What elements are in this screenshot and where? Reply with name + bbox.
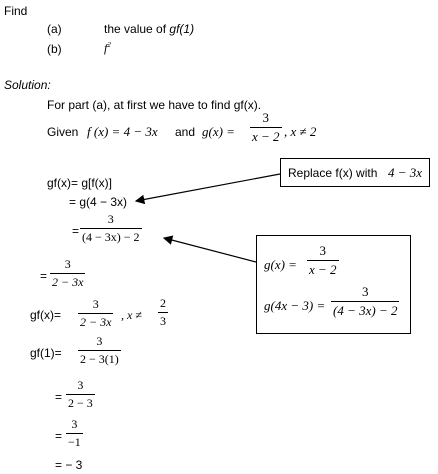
and-text: and	[175, 125, 196, 139]
part-b-sup: 2	[107, 41, 111, 49]
step-line4-den: 2 − 3x	[52, 275, 84, 289]
arrow-g	[164, 238, 256, 262]
step-line4-eq: =	[40, 269, 48, 283]
callout-g-row2-num: 3	[361, 284, 369, 299]
step-line4-num: 3	[64, 257, 71, 271]
step-line7-num: 3	[77, 378, 84, 392]
part-b-func: f	[104, 41, 108, 55]
step-line5-cond-num: 2	[160, 296, 166, 310]
step-line6-den: 2 − 3(1)	[80, 352, 119, 366]
step-line5-den: 2 − 3x	[80, 315, 112, 329]
given-label: Given	[47, 125, 79, 139]
callout-g-row2-lhs: g(4x − 3) =	[264, 298, 326, 313]
callout-replace-expr: 4 − 3x	[388, 165, 423, 180]
step-line5-cond: , x ≠	[121, 308, 142, 322]
given-g-num: 3	[262, 110, 270, 125]
step-line9: = − 3	[55, 458, 83, 472]
step-line8-eq: =	[55, 429, 63, 443]
callout-replace-text: Replace f(x) with	[288, 166, 378, 180]
step-line8-den: −1	[68, 435, 81, 449]
callout-g-row1-num: 3	[319, 243, 327, 258]
step-line3-den: (4 − 3x) − 2	[82, 230, 140, 244]
part-a-label: (a)	[47, 22, 62, 36]
step-line3-eq: =	[72, 224, 80, 238]
callout-g-row1-den: x − 2	[309, 262, 337, 277]
arrow-replace	[136, 174, 280, 201]
callout-g-row2-den: (4 − 3x) − 2	[333, 303, 398, 318]
part-b-label: (b)	[47, 42, 62, 56]
step-line8-num: 3	[71, 417, 78, 431]
solution-label: Solution:	[4, 78, 51, 92]
solution-intro: For part (a), at first we have to find gf(x).	[47, 98, 262, 112]
step-line3-num: 3	[107, 212, 114, 226]
step-line5-lhs: gf(x)=	[30, 308, 62, 322]
step-line6-num: 3	[96, 334, 103, 348]
callout-g-row1-lhs: g(x) =	[264, 257, 297, 272]
part-a-func: gf(1)	[169, 22, 195, 36]
given-g-cond: , x ≠ 2	[284, 124, 317, 139]
part-a-text-prefix: the value of	[104, 22, 170, 36]
step-line7-eq: =	[55, 390, 63, 404]
step-line7-den: 2 − 3	[68, 396, 93, 410]
step-line5-num: 3	[92, 297, 99, 311]
step-line2: = g(4 − 3x)	[69, 195, 128, 209]
step-line1: gf(x)= g[f(x)]	[47, 176, 113, 190]
find-label: Find	[4, 4, 28, 18]
step-line5-cond-den: 3	[160, 314, 166, 328]
given-g-den: x − 2	[252, 129, 280, 144]
step-line6-lhs: gf(1)=	[30, 346, 62, 360]
given-g-lhs: g(x) =	[202, 124, 235, 139]
given-f: f (x) = 4 − 3x	[87, 124, 158, 139]
